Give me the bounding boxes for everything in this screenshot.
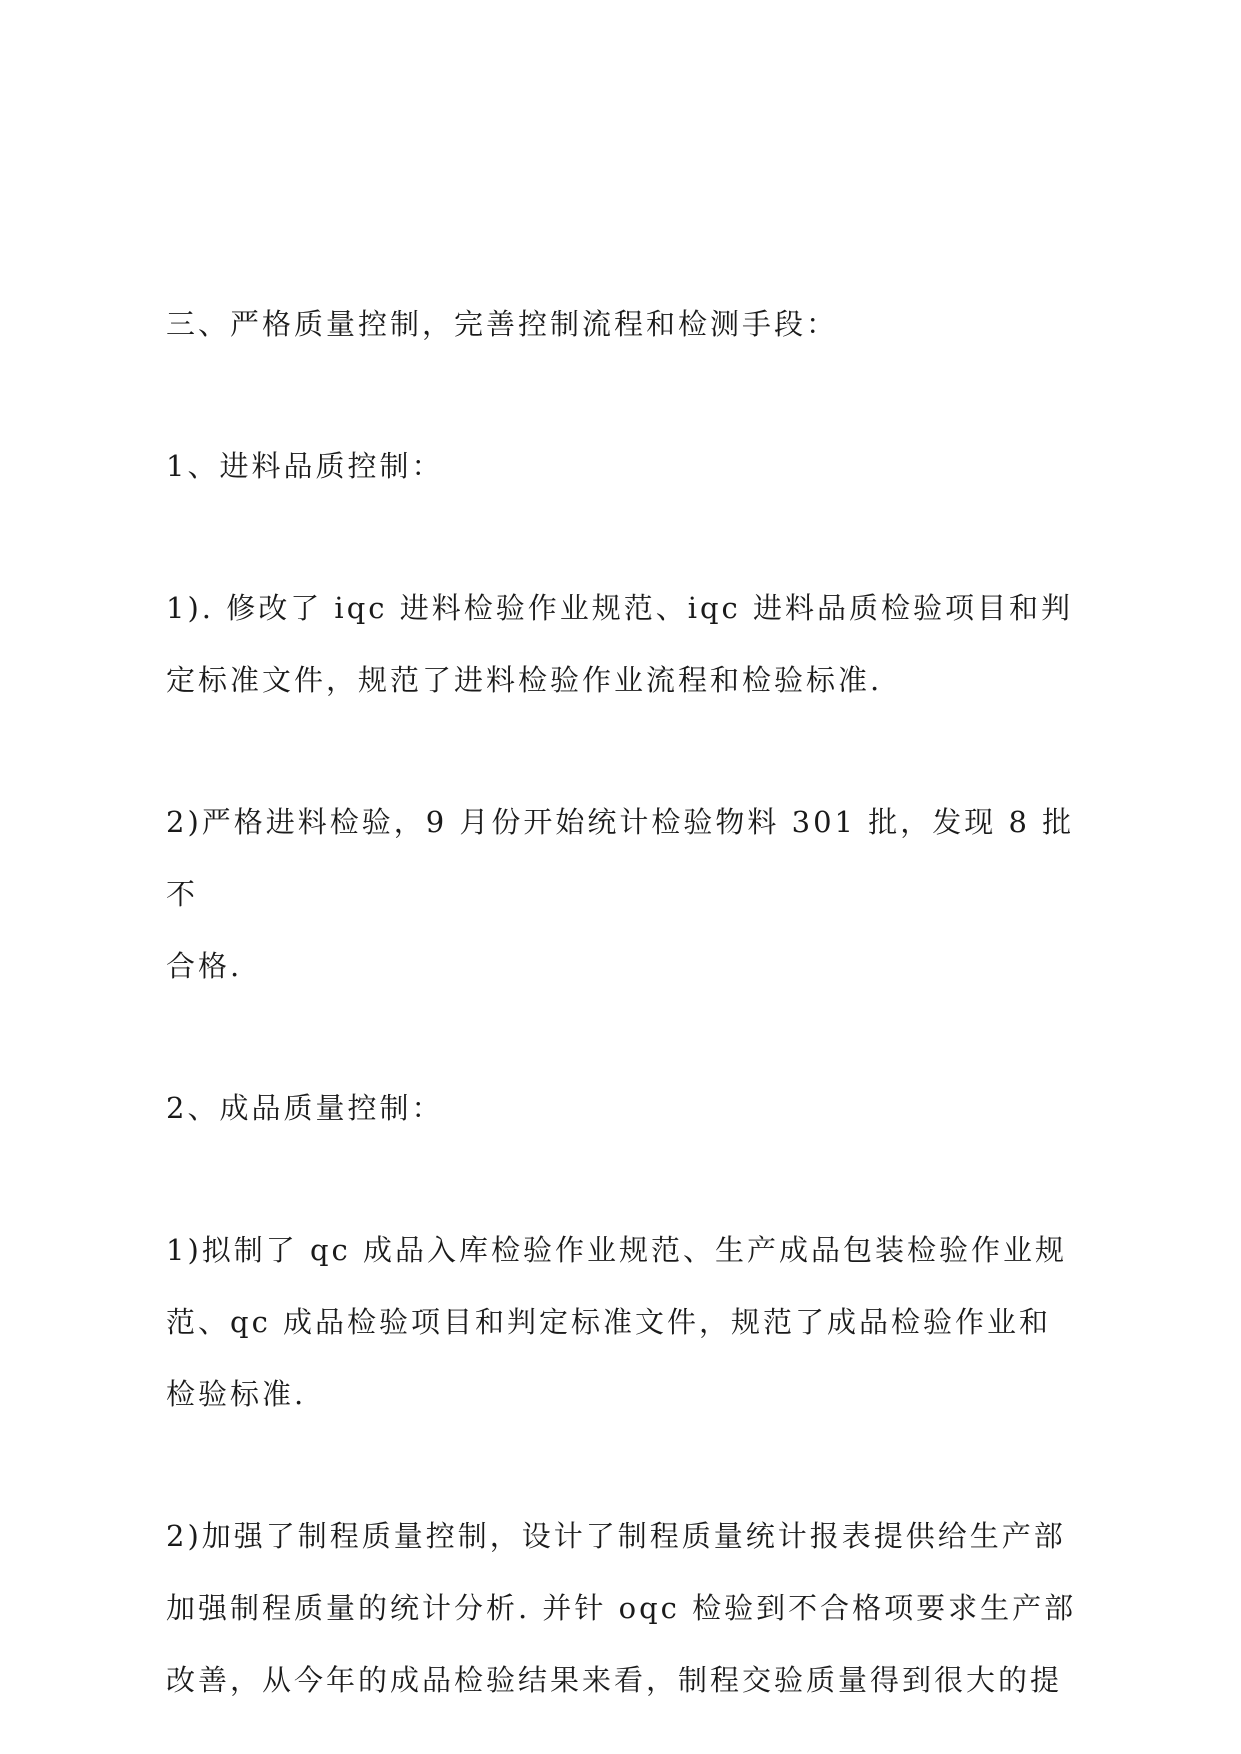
paragraph-spacer — [166, 360, 1096, 430]
text-line: 1)拟制了 qc 成品入库检验作业规范、生产成品包装检验作业规 — [166, 1233, 1068, 1267]
text-line: 范、qc 成品检验项目和判定标准文件，规范了成品检验作业和 — [166, 1305, 1052, 1339]
sub-heading-incoming-quality — [166, 430, 1096, 502]
paragraph-process-control — [166, 1500, 1096, 1716]
document-body — [166, 288, 1096, 1716]
text-line: 检验标准. — [166, 1377, 307, 1411]
paragraph-spacer — [166, 1002, 1096, 1072]
text-line: 合格. — [166, 949, 243, 983]
text-line: 1、进料品质控制： — [166, 449, 444, 483]
text-line: 1). 修改了 iqc 进料检验作业规范、iqc 进料品质检验项目和判 — [166, 591, 1074, 625]
paragraph-qc-spec — [166, 1214, 1096, 1430]
paragraph-incoming-inspection — [166, 786, 1096, 1002]
paragraph-spacer — [166, 502, 1096, 572]
text-line: 2、成品质量控制： — [166, 1091, 444, 1125]
text-line: 2)严格进料检验，9 月份开始统计检验物料 301 批，发现 8 批不 — [166, 805, 1075, 911]
text-line: 定标准文件，规范了进料检验作业流程和检验标准. — [166, 663, 883, 697]
section-heading — [166, 288, 1096, 360]
paragraph-iqc-spec — [166, 572, 1096, 716]
paragraph-spacer — [166, 1430, 1096, 1500]
text-line: 加强制程质量的统计分析. 并针 oqc 检验到不合格项要求生产部 — [166, 1591, 1077, 1625]
text-line: 2)加强了制程质量控制，设计了制程质量统计报表提供给生产部 — [166, 1519, 1066, 1553]
sub-heading-finished-quality — [166, 1072, 1096, 1144]
text-line: 三、严格质量控制，完善控制流程和检测手段： — [166, 307, 839, 341]
paragraph-spacer — [166, 716, 1096, 786]
text-line: 改善，从今年的成品检验结果来看，制程交验质量得到很大的提 — [166, 1663, 1063, 1697]
paragraph-spacer — [166, 1144, 1096, 1214]
